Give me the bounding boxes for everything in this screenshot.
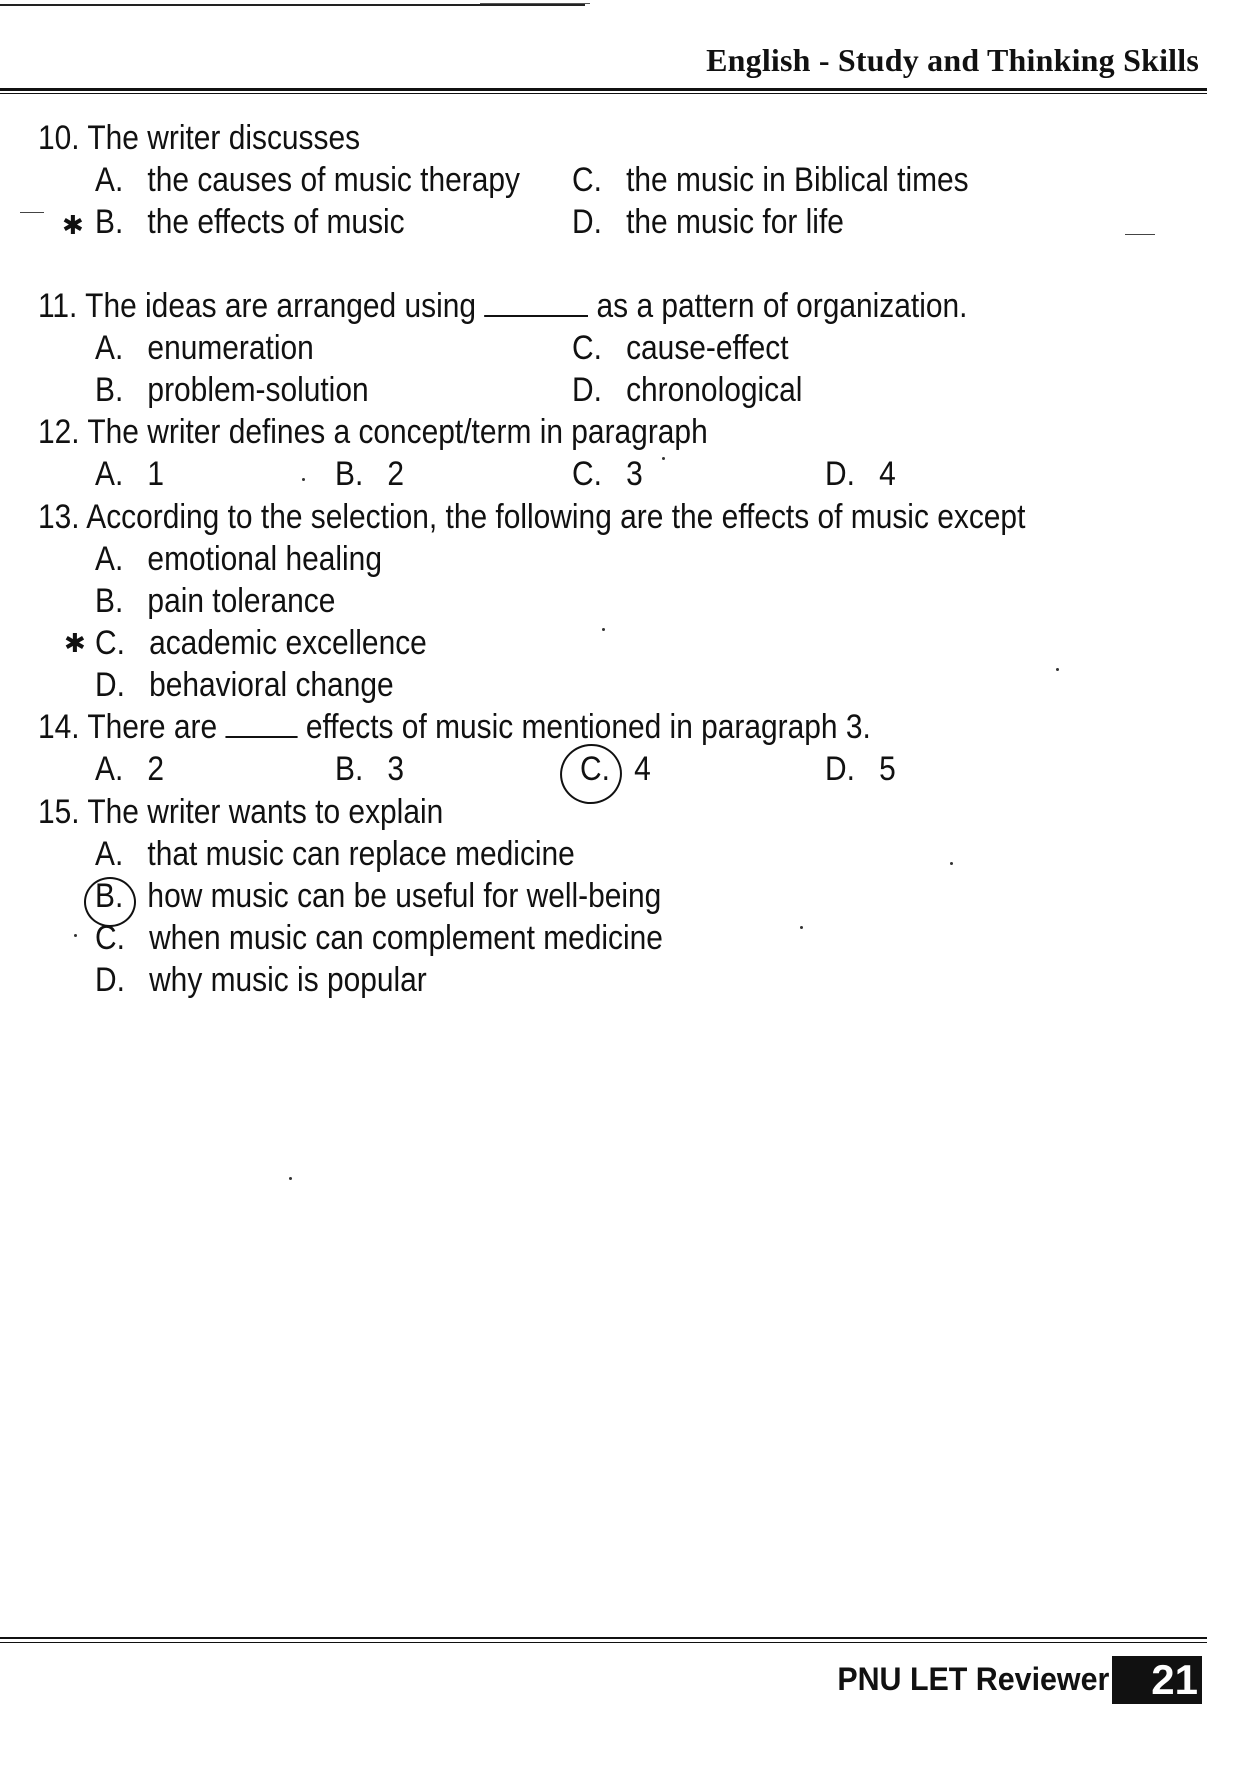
stray-mark xyxy=(800,926,803,929)
option-text: enumeration xyxy=(147,329,314,367)
option-10-b xyxy=(95,198,405,246)
option-letter: B. xyxy=(95,371,124,409)
question-11 xyxy=(38,282,967,330)
option-letter: A. xyxy=(95,455,124,493)
option-13-b xyxy=(95,577,335,625)
question-stem: According to the selection, the following are the effects of music except xyxy=(86,498,1026,536)
option-text: behavioral change xyxy=(149,666,394,704)
option-text: 3 xyxy=(387,750,405,788)
option-letter: B. xyxy=(335,455,364,493)
option-letter: C. xyxy=(95,919,125,957)
option-11-d xyxy=(572,366,802,414)
question-stem: The writer defines a concept/term in paragraph xyxy=(87,413,708,451)
option-text: cause-effect xyxy=(626,329,789,367)
option-text: that music can replace medicine xyxy=(147,835,575,873)
answer-mark-icon: ✱ xyxy=(62,210,84,240)
option-letter: D. xyxy=(95,666,125,704)
option-text: academic excellence xyxy=(149,624,427,662)
question-14 xyxy=(38,703,871,751)
option-text: pain tolerance xyxy=(147,582,336,620)
header-title: English - Study and Thinking Skills xyxy=(706,42,1199,78)
option-letter: D. xyxy=(95,961,125,999)
option-letter: A. xyxy=(95,835,124,873)
answer-blank xyxy=(484,285,588,317)
option-11-a xyxy=(95,324,314,372)
question-number: 10. xyxy=(38,119,80,157)
question-stem: The writer discusses xyxy=(87,119,361,157)
question-stem: The writer wants to explain xyxy=(87,793,444,831)
option-14-b xyxy=(335,745,404,793)
option-letter: C. xyxy=(572,161,602,199)
option-text: the music in Biblical times xyxy=(626,161,969,199)
option-11-c xyxy=(572,324,789,372)
option-12-a xyxy=(95,450,164,498)
option-15-d xyxy=(95,956,427,1004)
option-15-b xyxy=(95,872,661,920)
option-text: 2 xyxy=(147,750,165,788)
option-text: the causes of music therapy xyxy=(147,161,520,199)
option-text: chronological xyxy=(626,371,803,409)
question-number: 11. xyxy=(38,287,78,325)
option-text: 5 xyxy=(879,750,896,788)
option-text: 4 xyxy=(879,455,896,493)
option-text: the music for life xyxy=(626,203,844,241)
option-10-a xyxy=(95,156,520,204)
option-text: 2 xyxy=(387,455,405,493)
option-text: 1 xyxy=(147,455,165,493)
option-letter: B. xyxy=(95,203,124,241)
option-text: 3 xyxy=(626,455,643,493)
stray-mark xyxy=(74,934,77,937)
question-15 xyxy=(38,788,443,836)
option-letter: C. xyxy=(572,329,602,367)
option-text: emotional healing xyxy=(147,540,382,578)
footer-label: PNU LET Reviewer xyxy=(837,1661,1109,1697)
question-stem-before: The ideas are arranged using xyxy=(85,287,477,325)
stray-mark xyxy=(289,1177,292,1180)
question-number: 12. xyxy=(38,413,80,451)
footer-rule-bottom xyxy=(0,1642,1207,1643)
option-letter: B. xyxy=(335,750,364,788)
option-letter: D. xyxy=(825,750,855,788)
top-scan-line xyxy=(0,4,585,6)
option-text: 4 xyxy=(634,750,651,788)
option-14-a xyxy=(95,745,164,793)
option-letter: A. xyxy=(95,161,124,199)
option-10-c xyxy=(572,156,969,204)
option-letter: C. xyxy=(580,750,610,788)
answer-circle-mark xyxy=(84,877,136,927)
option-13-a xyxy=(95,535,382,583)
option-15-a xyxy=(95,830,575,878)
stray-mark xyxy=(20,212,44,213)
question-number: 14. xyxy=(38,708,80,746)
option-10-d xyxy=(572,198,844,246)
question-stem-after: effects of music mentioned in paragraph 3. xyxy=(305,708,871,746)
option-14-d xyxy=(825,745,896,793)
stray-mark xyxy=(302,478,305,481)
answer-mark-icon: ✱ xyxy=(64,628,86,658)
question-stem-before: There are xyxy=(87,708,218,746)
option-letter: D. xyxy=(572,203,602,241)
option-12-c xyxy=(572,450,643,498)
option-15-c xyxy=(95,914,663,962)
option-letter: D. xyxy=(572,371,602,409)
option-letter: C. xyxy=(572,455,602,493)
stray-mark xyxy=(662,457,665,460)
question-number: 13. xyxy=(38,498,80,536)
option-text: the effects of music xyxy=(147,203,405,241)
option-12-b xyxy=(335,450,404,498)
stray-mark xyxy=(602,628,605,631)
option-letter: C. xyxy=(95,624,125,662)
option-13-c xyxy=(95,619,427,667)
option-letter: A. xyxy=(95,540,124,578)
footer-rule-top xyxy=(0,1637,1207,1639)
option-13-d xyxy=(95,661,394,709)
option-letter: D. xyxy=(825,455,855,493)
question-13 xyxy=(38,493,1025,541)
option-12-d xyxy=(825,450,896,498)
option-letter: A. xyxy=(95,750,124,788)
option-letter: B. xyxy=(95,877,124,915)
option-letter: A. xyxy=(95,329,124,367)
option-11-b xyxy=(95,366,369,414)
top-scan-line-fragment xyxy=(480,3,590,4)
option-text: problem-solution xyxy=(147,371,369,409)
question-10 xyxy=(38,114,360,162)
option-text: why music is popular xyxy=(149,961,427,999)
option-text: when music can complement medicine xyxy=(149,919,663,957)
header-rule-top xyxy=(0,88,1207,91)
question-12 xyxy=(38,408,708,456)
question-number: 15. xyxy=(38,793,80,831)
option-text: how music can be useful for well-being xyxy=(147,877,662,915)
header-rule-bottom xyxy=(0,93,1207,94)
stray-mark xyxy=(1056,668,1059,671)
option-letter: B. xyxy=(95,582,124,620)
answer-blank xyxy=(225,706,297,738)
page-number: 21 xyxy=(1112,1656,1202,1704)
question-stem-after: as a pattern of organization. xyxy=(596,287,968,325)
stray-mark xyxy=(1125,234,1155,235)
stray-mark xyxy=(950,862,953,865)
